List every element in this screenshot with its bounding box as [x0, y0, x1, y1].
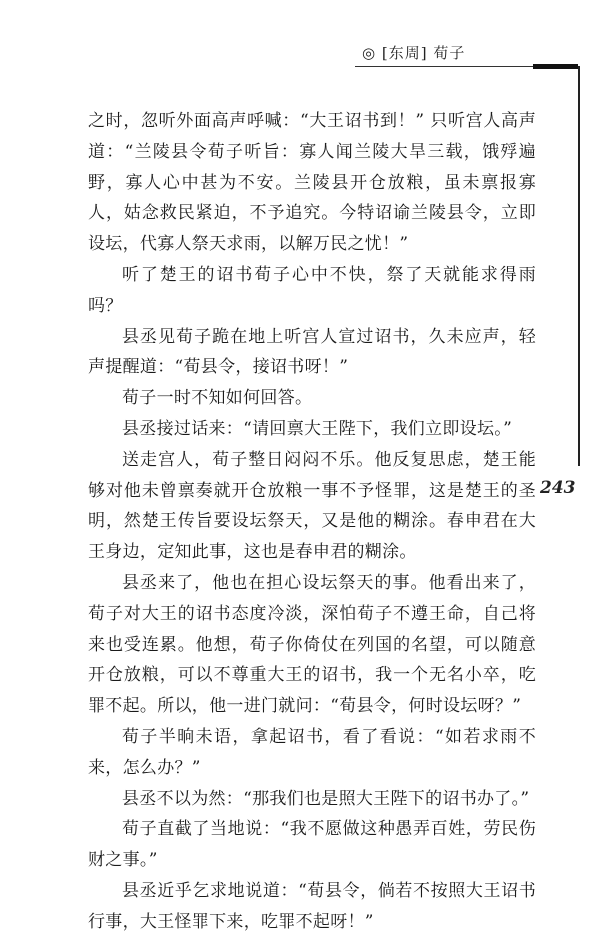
page-number: 243 [540, 478, 576, 498]
paragraph: 县丞见荀子跪在地上听宫人宣过诏书，久未应声，轻声提醒道：“荀县令，接诏书呀！” [88, 326, 536, 378]
paragraph: 县丞来了，他也在担心设坛祭天的事。他看出来了，荀子对大王的诏书态度冷淡，深怕荀子不遵王命，自己将来也受连累。他想，荀子你倚仗在列国的名望，可以随意开仓放粮，可以不尊重大王的诏书，我一个无名小卒，吃罪不起。所以，他一进门就问：“荀县令，何时设坛呀？” [88, 572, 536, 717]
paragraph: 县丞近乎乞求地说道：“荀县令，倘若不按照大王诏书行事，大王怪罪下来，吃罪不起呀！” [88, 880, 536, 932]
paragraph: 县丞不以为然：“那我们也是照大王陛下的诏书办了。” [122, 788, 530, 809]
paragraph: 荀子直截了当地说：“我不愿做这种愚弄百姓，劳民伤财之事。” [88, 819, 536, 871]
paragraph: 县丞接过话来：“请回禀大王陛下，我们立即设坛。” [122, 418, 513, 439]
header-rule [355, 66, 533, 67]
running-head: ◎ [东周] 荀子 [362, 44, 466, 62]
body-text [88, 106, 536, 938]
paragraph: 之时，忽听外面高声呼喊：“大王诏书到！” 只听宫人高声道：“兰陵县令荀子听旨：寡人闻兰陵大旱三载，饿殍遍野，寡人心中甚为不安。兰陵县开仓放粮，虽未禀报寡人，姑念救民紧迫，不予追究。今特诏谕兰陵县令，立即设坛，代寡人祭天求雨，以解万民之忧！” [88, 111, 536, 255]
paragraph: 荀子一时不知如何回答。 [122, 388, 313, 409]
paragraph: 送走宫人，荀子整日闷闷不乐。他反复思虑，楚王能够对他未曾禀奏就开仓放粮一事不予怪罪，这是楚王的圣明，然楚王传旨要设坛祭天，又是他的糊涂。春申君在大王身边，定知此事，这也是春申君的糊涂。 [88, 449, 536, 563]
side-rule [578, 66, 580, 466]
header-rule-accent [533, 64, 578, 69]
paragraph: 荀子半晌未语，拿起诏书，看了看说：“如若求雨不来，怎么办？” [88, 726, 536, 778]
paragraph: 听了楚王的诏书荀子心中不快，祭了天就能求得雨吗？ [88, 264, 536, 316]
